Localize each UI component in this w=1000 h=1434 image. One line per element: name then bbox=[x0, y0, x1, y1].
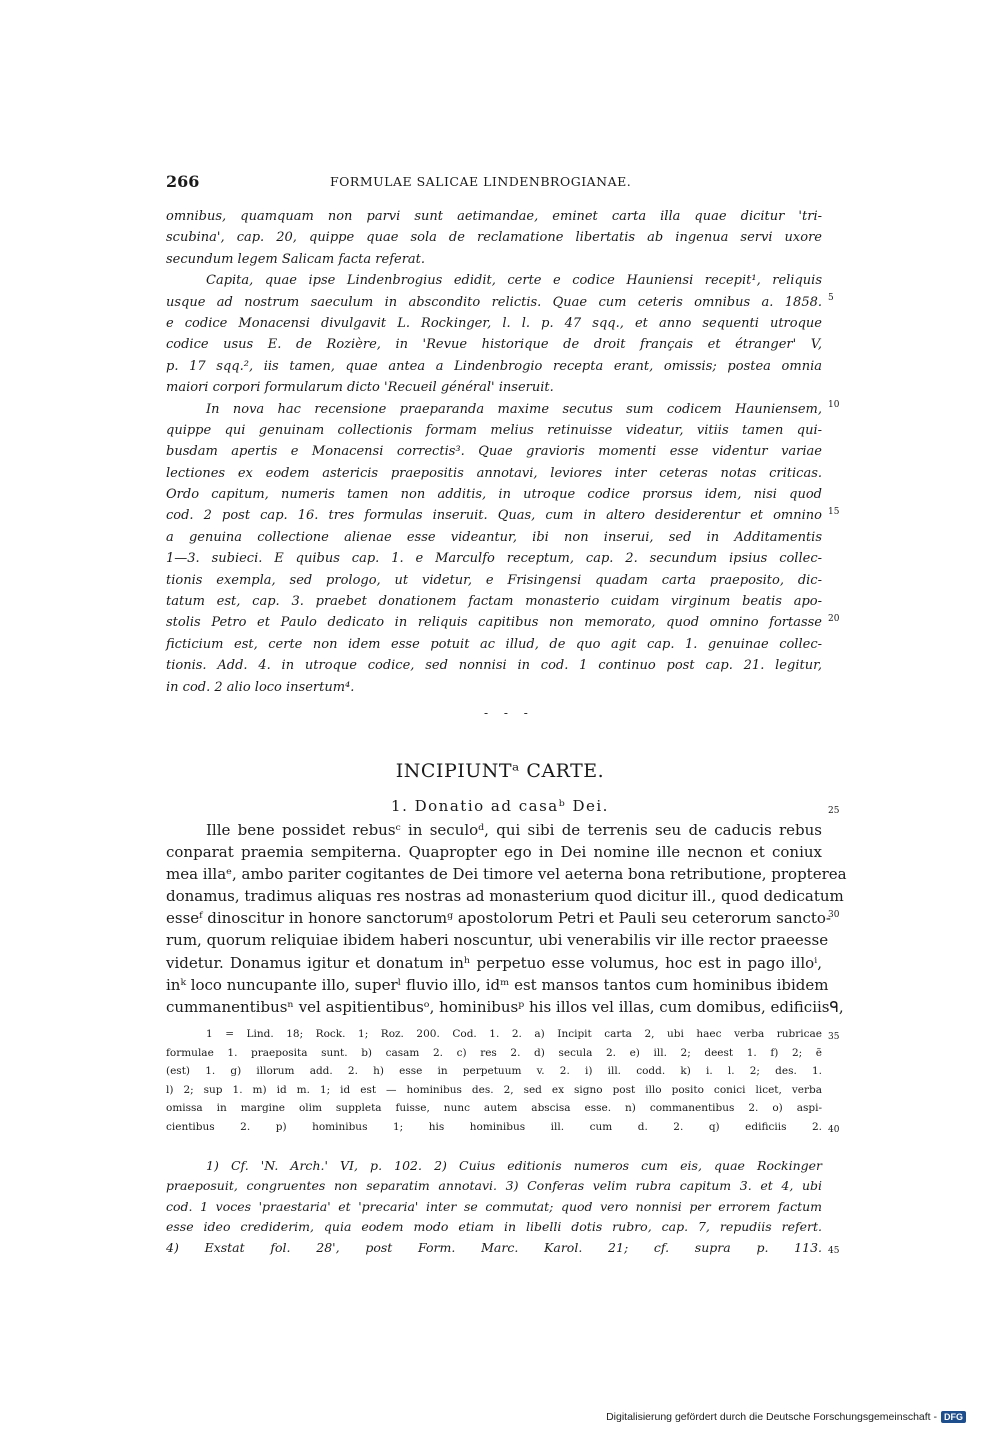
dfg-logo: DFG bbox=[941, 1411, 966, 1423]
intro-line: Ordo capitum, numeris tamen non additis, in utroque codice prorsus idem, nisi quod bbox=[166, 487, 822, 503]
formula-line: rum, quorum reliquiae ibidem haberi noscuntur, ubi venerabilis vir ille rector praeesse bbox=[166, 931, 829, 950]
footnote-line: 4) Exstat fol. 28', post Form. Marc. Karol. 21; cf. supra p. 113. bbox=[166, 1239, 822, 1255]
intro-line: p. 17 sqq.², iis tamen, quae antea a Lindenbrogio recepta erant, omissis; postea omnia bbox=[166, 358, 822, 374]
margin-line-number: 5 bbox=[828, 293, 834, 303]
footnote-line: 1) Cf. 'N. Arch.' VI, p. 102. 2) Cuius editionis numeros cum eis, quae Rockinger bbox=[206, 1158, 822, 1173]
intro-line: in cod. 2 alio loco insertum⁴. bbox=[166, 679, 355, 695]
margin-line-number: 25 bbox=[828, 806, 840, 816]
intro-line: In nova hac recensione praeparanda maxime secutus sum codicem Hauniensem, bbox=[206, 401, 822, 417]
intro-line: tionis. Add. 4. in utroque codice, sed nonnisi in cod. 1 continuo post cap. 21. legitur, bbox=[166, 658, 822, 674]
apparatus-line: formulae 1. praeposita sunt. b) casam 2. c) res 2. d) secula 2. e) ill. 2; deest 1. f) 2; ẽ bbox=[166, 1046, 822, 1059]
intro-line: stolis Petro et Paulo dedicato in reliquis capitibus non memorato, quod omnino fortasse bbox=[166, 615, 822, 631]
critical-apparatus bbox=[166, 1025, 822, 1137]
formula-line: mea illaᵉ, ambo pariter cogitantes de Dei timore vel aeterna bona retributione, propterea bbox=[166, 865, 847, 884]
formula-line: cummanentibusⁿ vel aspitientibusᵒ, hominibusᵖ his illos vel illas, cum domibus, edificiisᑫ, bbox=[166, 997, 844, 1016]
intro-text bbox=[166, 206, 822, 698]
intro-line: Capita, quae ipse Lindenbrogius edidit, certe e codice Hauniensi recepit¹, reliquis bbox=[206, 273, 822, 289]
page-number: 266 bbox=[166, 172, 200, 191]
margin-line-number: 10 bbox=[828, 400, 840, 410]
digitization-credit bbox=[606, 1411, 966, 1423]
intro-line: tatum est, cap. 3. praebet donationem factam monasterio cuidam virginum beatis apo- bbox=[166, 594, 822, 610]
intro-line: lectiones ex eodem astericis praepositis annotavi, leviores inter ceteras notas criticas. bbox=[166, 465, 822, 481]
formula-line: videtur. Donamus igitur et donatum inʰ perpetuo esse volumus, hoc est in pago illoⁱ, bbox=[166, 953, 822, 972]
intro-line: usque ad nostrum saeculum in abscondito relictis. Quae cum ceteris omnibus a. 1858. bbox=[166, 294, 822, 310]
apparatus-line: 1 = Lind. 18; Rock. 1; Roz. 200. Cod. 1. 2. a) Incipit carta 2, ubi haec verba rubricae bbox=[206, 1028, 822, 1040]
margin-line-number: 15 bbox=[828, 507, 840, 517]
running-head: FORMULAE SALICAE LINDENBROGIANAE. bbox=[330, 174, 632, 189]
margin-line-number: 20 bbox=[828, 614, 840, 624]
intro-line: maiori corpori formularum dicto 'Recueil général' inseruit. bbox=[166, 380, 554, 396]
intro-line: codice usus E. de Rozière, in 'Revue historique de droit français et étranger' V, bbox=[166, 337, 822, 353]
main-heading: INCIPIUNTᵃ CARTE. bbox=[395, 760, 605, 782]
margin-line-number: 45 bbox=[828, 1246, 840, 1256]
section-separator: - - - bbox=[484, 706, 534, 720]
margin-line-number: 40 bbox=[828, 1125, 840, 1135]
intro-line: busdam apertis e Monacensi correctis³. Quae gravioris momenti esse videntur variae bbox=[166, 444, 822, 460]
apparatus-line: l) 2; sup 1. m) id m. 1; id est — hominibus des. 2, sed ex signo post illo posito conici licet, verba bbox=[166, 1083, 822, 1096]
formula-line: Ille bene possidet rebusᶜ in seculoᵈ, qui sibi de terrenis seu de caducis rebus bbox=[206, 821, 822, 839]
footnote-line: esse ideo crediderim, quia eodem modo etiam in libelli dotis rubro, cap. 7, repudiis refert. bbox=[166, 1219, 822, 1235]
formula-line: conparat praemia sempiterna. Quapropter ego in Dei nomine ille necnon et coniux bbox=[166, 843, 822, 862]
margin-line-number: 30 bbox=[828, 910, 840, 920]
formula-line: inᵏ loco nuncupante illo, superˡ fluvio illo, idᵐ est mansos tantos cum hominibus ibidem bbox=[166, 975, 829, 994]
apparatus-line: cientibus 2. p) hominibus 1; his hominibus ill. cum d. 2. q) edificiis 2. bbox=[166, 1120, 822, 1133]
footnotes bbox=[166, 1156, 822, 1258]
margin-line-number: 35 bbox=[828, 1032, 840, 1042]
section-heading: 1. Donatio ad casaᵇ Dei. bbox=[391, 797, 609, 815]
credit-text: Digitalisierung gefördert durch die Deutsche Forschungsgemeinschaft - bbox=[606, 1411, 937, 1423]
intro-line: 1—3. subieci. E quibus cap. 1. e Marculfo receptum, cap. 2. secundum ipsius collec- bbox=[166, 551, 822, 567]
intro-line: quippe qui genuinam collectionis formam melius retinuisse videatur, vitiis tamen qui- bbox=[166, 422, 822, 438]
intro-line: e codice Monacensi divulgavit L. Rockinger, l. l. p. 47 sqq., et anno sequenti utroque bbox=[166, 315, 822, 331]
footnote-line: cod. 1 voces 'praestaria' et 'precaria' inter se commutat; quod vero nonnisi per errorem factum bbox=[166, 1198, 822, 1214]
footnote-line: praeposuit, congruentes non separatim annotavi. 3) Conferas velim rubra capitum 3. et 4, ubi bbox=[166, 1178, 822, 1194]
intro-line: omnibus, quamquam non parvi sunt aetimandae, eminet carta illa quae dicitur 'tri- bbox=[166, 209, 822, 224]
intro-line: tionis exempla, sed prologo, ut videtur, e Frisingensi quadam carta praeposito, dic- bbox=[166, 572, 822, 588]
intro-line: secundum legem Salicam facta referat. bbox=[166, 251, 426, 267]
formula-line: esseᶠ dinoscitur in honore sanctorumᵍ apostolorum Petri et Pauli seu ceterorum sancto- bbox=[166, 909, 832, 928]
intro-line: cod. 2 post cap. 16. tres formulas inseruit. Quas, cum in altero desiderentur et omnino bbox=[166, 508, 822, 524]
apparatus-line: omissa in margine olim suppleta fuisse, nunc autem abscisa esse. n) commanentibus 2. o) aspi- bbox=[166, 1102, 822, 1115]
formula-line: donamus, tradimus aliquas res nostras ad monasterium quod dicitur ill., quod dedicatum bbox=[166, 887, 844, 906]
apparatus-line: (est) 1. g) illorum add. 2. h) esse in perpetuum v. 2. i) ill. codd. k) i. l. 2; des. 1. bbox=[166, 1065, 822, 1078]
intro-line: scubina', cap. 20, quippe quae sola de reclamatione libertatis ab ingenua servi uxore bbox=[166, 230, 822, 246]
intro-line: ficticium est, certe non idem esse potuit ac illud, de quo agit cap. 1. genuinae collec- bbox=[166, 636, 822, 652]
intro-line: a genuina collectione alienae esse videantur, ibi non inserui, sed in Additamentis bbox=[166, 529, 822, 545]
